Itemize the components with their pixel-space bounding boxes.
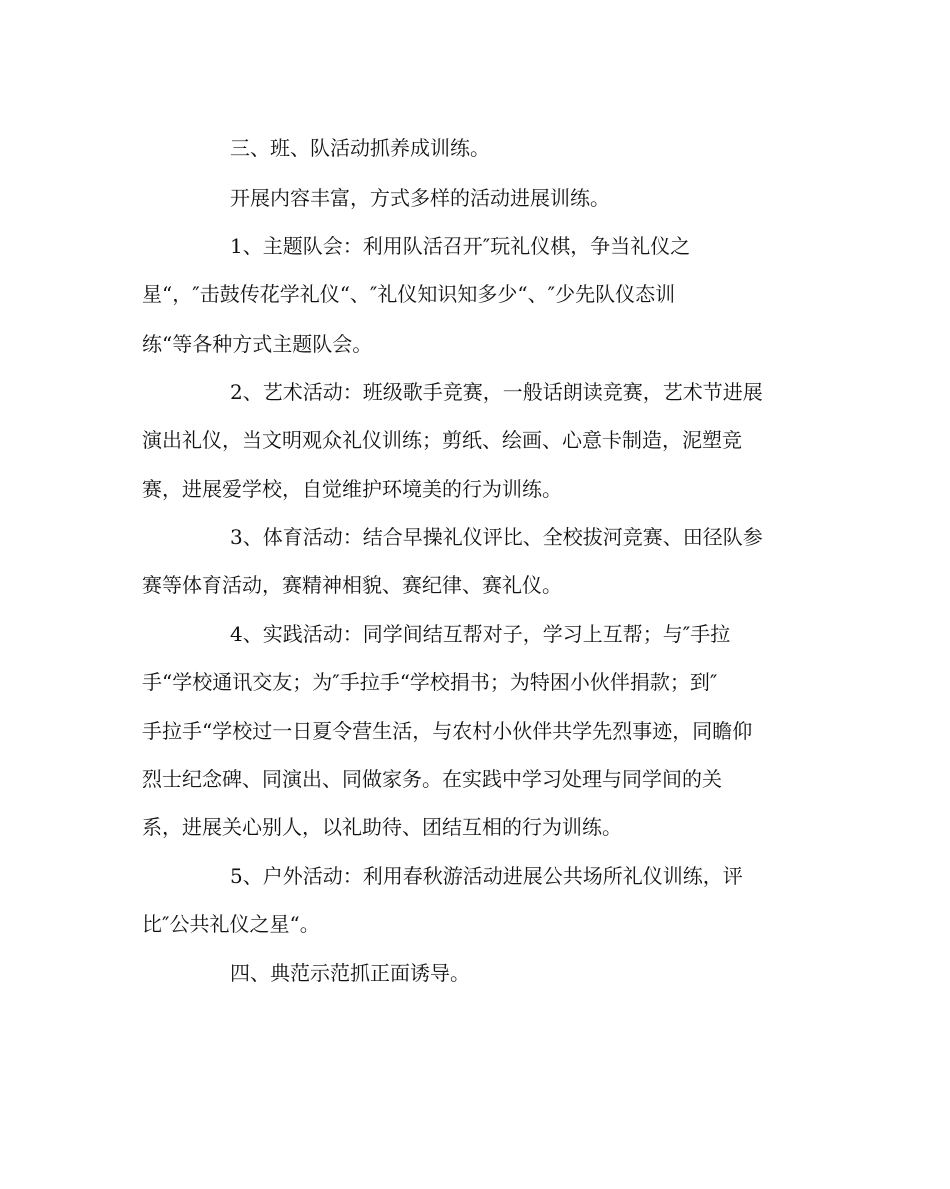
item-1-line-1: 1、主题队会：利用队活召开″玩礼仪棋，争当礼仪之 — [230, 234, 691, 258]
item-3-line-2: 赛等体育活动，赛精神相貌、赛纪律、赛礼仪。 — [142, 573, 562, 597]
item-4-line-4: 烈士纪念碑、同演出、同做家务。在实践中学习处理与同学间的关 — [142, 767, 722, 791]
item-4-line-2: 手“学校通讯交友；为″手拉手“学校捐书；为特困小伙伴捐款；到″ — [142, 670, 718, 694]
heading-section-four: 四、典范示范抓正面诱导。 — [230, 961, 470, 985]
item-2-line-2: 演出礼仪，当文明观众礼仪训练；剪纸、绘画、心意卡制造，泥塑竞 — [142, 428, 742, 452]
item-4-line-1: 4、实践活动：同学间结互帮对子，学习上互帮；与″手拉 — [230, 622, 731, 646]
item-1-line-2: 星“，″击鼓传花学礼仪“、″礼仪知识知多少“、″少先队仪态训 — [142, 282, 676, 306]
paragraph-intro: 开展内容丰富，方式多样的活动进展训练。 — [230, 186, 610, 210]
item-5-line-1: 5、户外活动：利用春秋游活动进展公共场所礼仪训练，评 — [230, 864, 743, 888]
item-2-line-3: 赛，进展爱学校，自觉维护环境美的行为训练。 — [142, 477, 562, 501]
item-4-line-3: 手拉手“学校过一日夏令营生活，与农村小伙伴共学先烈事迹，同瞻仰 — [142, 719, 753, 743]
item-2-line-1: 2、艺术活动：班级歌手竞赛，一般话朗读竞赛，艺术节进展 — [230, 380, 763, 404]
item-5-line-2: 比″公共礼仪之星“。 — [142, 912, 320, 936]
heading-section-three: 三、班、队活动抓养成训练。 — [230, 136, 490, 160]
item-4-line-5: 系，进展关心别人，以礼助待、团结互相的行为训练。 — [142, 815, 622, 839]
item-3-line-1: 3、体育活动：结合早操礼仪评比、全校拔河竞赛、田径队参 — [230, 525, 763, 549]
item-1-line-3: 练“等各种方式主题队会。 — [142, 332, 373, 356]
